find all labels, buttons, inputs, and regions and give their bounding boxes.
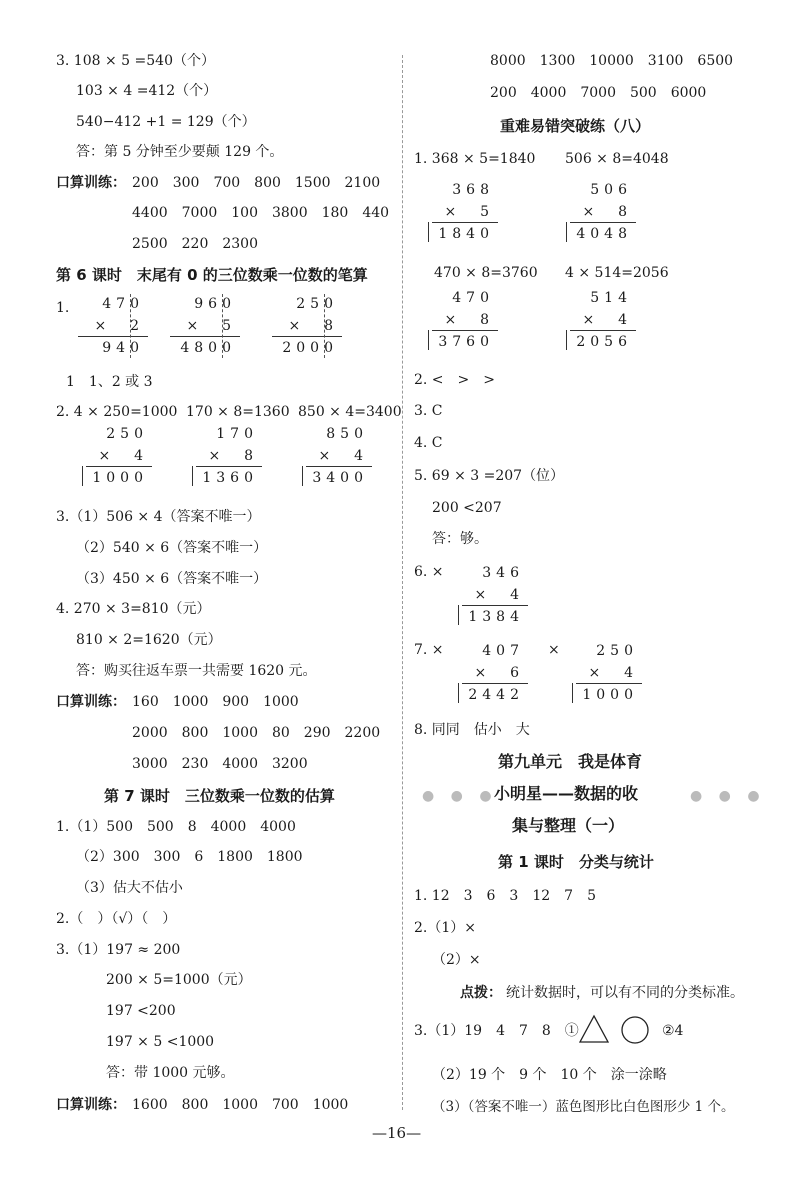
l6-q2-eq3: 850 × 4=3400 [298,404,402,420]
left-bar [302,466,303,486]
product: 3400 [312,470,368,486]
vertical-multiplication [570,290,632,352]
underline [306,466,372,467]
r-q6: 6. × [414,564,444,580]
multiplicand: 250 [596,643,638,659]
oral-row: 4400 7000 100 3800 180 440 [132,205,390,221]
oral-row: 2000 800 1000 80 290 2200 [132,725,381,741]
multiplicand: 470 [452,290,494,306]
circle-icon [620,1015,650,1045]
multiplicand: 170 [216,426,258,442]
lesson-6-title: 第 6 课时 末尾有 0 的三位数乘一位数的笔算 [56,266,368,284]
l6-q3-3: （3）450 × 6（答案不唯一） [76,571,268,587]
product: 3760 [438,334,494,350]
multiplicand: 346 [482,565,524,581]
u-q3-1: 3.（1）19 4 7 8 ① [414,1023,579,1039]
underline [272,336,342,337]
r-q1-eq3: 470 × 8=3760 [434,265,538,281]
l6-q4-2: 810 × 2=1620（元） [76,632,222,648]
page-number: —16— [372,1124,422,1142]
unit-9-title-2: 小明星——数据的收 [494,784,639,803]
decor-dots-right: ● ● ● [690,788,766,804]
l6-q3-2: （2）540 × 6（答案不唯一） [76,540,268,556]
oral-row: 2500 220 2300 [132,236,258,252]
column-divider [402,55,403,1110]
decor-dots-left: ● ● ● [422,788,498,804]
unit-9-title-1: 第九单元 我是体育 [498,752,643,771]
underline [432,330,498,331]
left-bar [458,605,459,625]
vertical-multiplication [196,426,258,488]
product: 4800 [180,340,236,356]
r-q7: 7. × [414,642,444,658]
left-bar [458,683,459,703]
r-q1-eq1: 1. 368 × 5=1840 [414,151,536,167]
lesson-7-title: 第 7 课时 三位数乘一位数的估算 [104,787,335,805]
r-q4: 4. C [414,435,443,451]
multiplicand: 368 [452,182,494,198]
l7-q3-1: 3.（1）197 ≈ 200 [56,942,181,958]
vertical-multiplication [576,643,638,705]
oral-label: 口算训练： [56,1097,126,1113]
section-8-title: 重难易错突破练（八） [500,117,651,135]
l7-q3-3: 197 <200 [106,1003,176,1019]
l6-q1-num: 1. [56,300,70,316]
product: 1000 [582,687,638,703]
multiplicand: 506 [590,182,632,198]
l7-q3-4: 197 × 5 <1000 [106,1034,215,1050]
l6-q2-eq2: 170 × 8=1360 [186,404,290,420]
zero-guide-line [324,294,325,358]
product: 940 [102,340,144,356]
q3-line1: 3. 108 × 5 =540（个） [56,53,215,69]
zero-guide-line [130,294,131,358]
multiplicand: 407 [482,643,524,659]
q3-answer: 答：第 5 分钟至少要颠 129 个。 [76,144,284,160]
oral-row: 3000 230 4000 3200 [132,756,308,772]
multiplier: × 4 [98,448,148,464]
triangle-icon [578,1014,610,1044]
underline [432,222,498,223]
underline [78,336,148,337]
left-bar [82,466,83,486]
r-q5-2: 200 <207 [432,500,502,516]
multiplier: × 5 [444,204,494,220]
u-q2-2: （2）× [432,952,481,968]
vertical-multiplication [432,182,494,244]
underline [170,336,240,337]
q3-line2: 103 × 4 =412（个） [76,83,218,99]
left-bar [428,330,429,350]
u-q3-3: （3）（答案不唯一）蓝色图形比白色图形少 1 个。 [432,1099,735,1115]
underline [462,605,528,606]
l6-q3-1: 3.（1）506 × 4（答案不唯一） [56,509,261,525]
product: 2000 [282,340,338,356]
multiplicand: 850 [326,426,368,442]
r-q1-eq2: 506 × 8=4048 [565,151,669,167]
top-row: 8000 1300 10000 3100 6500 [490,53,734,69]
r-q5-1: 5. 69 × 3 =207（位） [414,468,565,484]
multiplier: × 5 [186,318,236,334]
r-q7-mark2: × [548,642,560,658]
left-bar [428,222,429,242]
r-q1-eq4: 4 × 514=2056 [565,265,669,281]
multiplier: × 8 [582,204,632,220]
underline [570,222,636,223]
multiplier: × 4 [318,448,368,464]
oral-row: 160 1000 900 1000 [132,694,299,710]
l7-q1-3: （3）估大不估小 [76,880,183,896]
vertical-multiplication [462,643,524,705]
underline [196,466,262,467]
vertical-multiplication [170,296,236,358]
product: 1360 [202,470,258,486]
multiplier: × 4 [474,587,524,603]
l6-q4-answer: 答：购买往返车票一共需要 1620 元。 [76,663,317,679]
multiplicand: 514 [590,290,632,306]
left-bar [572,683,573,703]
underline [576,683,642,684]
oral-label: 口算训练： [56,694,126,710]
product: 4048 [576,226,632,242]
left-bar [192,466,193,486]
multiplicand: 470 [102,296,144,312]
oral-row: 200 300 700 800 1500 2100 [132,175,381,191]
q3-line3: 540−412 +1 = 129（个） [76,114,256,130]
underline [86,466,152,467]
multiplier: × 8 [444,312,494,328]
multiplicand: 250 [296,296,338,312]
oral-label: 口算训练： [56,175,126,191]
top-row: 200 4000 7000 500 6000 [490,85,707,101]
vertical-multiplication [306,426,368,488]
vertical-multiplication [462,565,524,627]
l7-q3-answer: 答：带 1000 元够。 [106,1065,235,1081]
l7-q2: 2.（ ）（√）（ ） [56,911,177,927]
multiplier: × 4 [588,665,638,681]
multiplier: × 4 [582,312,632,328]
l6-q2-eq1: 2. 4 × 250=1000 [56,404,178,420]
u-q1: 1. 12 3 6 3 12 7 5 [414,888,596,904]
l7-q1-2: （2）300 300 6 1800 1800 [76,849,303,865]
u-q3-1b: ②4 [662,1023,684,1039]
l7-q1-1: 1.（1）500 500 8 4000 4000 [56,819,296,835]
r-q2: 2. < > > [414,372,495,388]
tip-label: 点拨： [460,985,502,1001]
vertical-multiplication [78,296,144,358]
l6-q1-note: 1 1、2 或 3 [66,374,153,390]
vertical-multiplication [272,296,338,358]
vertical-multiplication [86,426,148,488]
vertical-multiplication [432,290,494,352]
multiplicand: 250 [106,426,148,442]
l7-q3-2: 200 × 5=1000（元） [106,972,252,988]
multiplicand: 960 [194,296,236,312]
tip-text: 统计数据时，可以有不同的分类标准。 [506,985,744,1001]
l6-q4-1: 4. 270 × 3=810（元） [56,601,211,617]
zero-guide-line [222,294,223,358]
product: 1384 [468,609,524,625]
u-q3-2: （2）19 个 9 个 10 个 涂一涂略 [432,1067,667,1083]
unit-9-title-3: 集与整理（一） [512,816,625,835]
r-q5-answer: 答：够。 [432,531,488,547]
vertical-multiplication [570,182,632,244]
underline [462,683,528,684]
multiplier: × 2 [94,318,144,334]
product: 1840 [438,226,494,242]
product: 2442 [468,687,524,703]
r-q3: 3. C [414,403,443,419]
multiplier: × 8 [288,318,338,334]
underline [570,330,636,331]
lesson-1-title: 第 1 课时 分类与统计 [498,853,654,871]
left-bar [566,222,567,242]
multiplier: × 8 [208,448,258,464]
r-q8: 8. 同同 估小 大 [414,722,530,738]
left-bar [566,330,567,350]
u-q2-1: 2.（1）× [414,920,476,936]
product: 1000 [92,470,148,486]
product: 2056 [576,334,632,350]
oral-row: 1600 800 1000 700 1000 [132,1097,349,1113]
multiplier: × 6 [474,665,524,681]
